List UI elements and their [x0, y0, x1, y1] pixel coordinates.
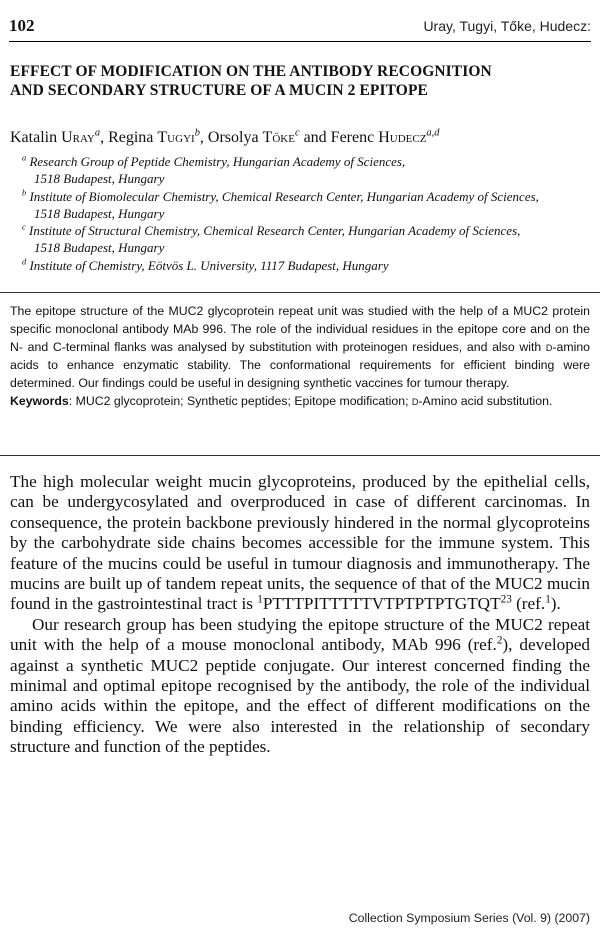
body-paragraph-1: The high molecular weight mucin glycoproteins, produced by the epithelial cells, can be undergycosylated and overproduced in case of different carcinomas. In consequence, the protein backbone previously hindered in the normal glycoproteins by the carbohydrate side chains becomes accessible for the immune system. This feature of the mucins could be useful in tumour diagnosis and immunotherapy. The mucins are built up of tandem repeat units, the sequence of that of the MUC2 mucin found in the gastrointestinal tract is $^1$PTTTPITTTTTVTPTPTPTGTQT$^{23}$ (ref.$^1$).	[10, 472, 590, 614]
body-text	[10, 472, 590, 758]
abstract	[10, 303, 590, 410]
author-list	[10, 128, 590, 148]
keywords: Keywords: MUC2 glycoprotein; Synthetic peptides; Epitope modification; d-Amino acid substitution.	[10, 393, 553, 408]
page-number: 102	[9, 16, 35, 35]
body-paragraph-2: Our research group has been studying the epitope structure of the MUC2 repeat unit with the help of a mouse monoclonal antibody, MAb 996 (ref.$^2$), developed against a synthetic MUC2 peptide conjugate. Our interest concerned finding the minimal and optimal epitope recognised by the antibody, the role of the individual amino acids within the epitope, and the effect of different modifications on the binding efficiency. We were also interested in the relationship of secondary structure and function of the peptides.	[10, 614, 591, 757]
title-line-2: AND SECONDARY STRUCTURE OF A MUCIN 2 EPITOPE	[10, 82, 428, 99]
mucin-sequence: PTTTPITTTTTVTPTPTPTGTQT	[262, 594, 501, 614]
title-line-1: EFFECT OF MODIFICATION ON THE ANTIBODY RECOGNITION	[10, 63, 492, 80]
running-head: Uray, Tugyi, Tőke, Hudecz:	[423, 18, 591, 34]
abstract-text: The epitope structure of the MUC2 glycoprotein repeat unit was studied with the help of a MUC2 protein specific monoclonal antibody MAb 996. The role of the individual residues in the epitope core and on the N- and C-terminal flanks was analysed by substitution with proteinogen residues, and also with d-amino acids to enhance enzymatic stability. The conformational requirements for efficient binding were determined. Our findings could be useful in designing synthetic vaccines for tumour therapy.	[10, 304, 590, 390]
page-footer: Collection Symposium Series (Vol. 9) (2007)	[348, 911, 590, 925]
abstract-top-rule	[0, 292, 600, 293]
abstract-bottom-rule	[0, 455, 600, 456]
page-header	[9, 13, 591, 42]
author: Ferenc Hudecz$^{a,d}$	[330, 127, 440, 146]
author: Orsolya Tőke$^c$ and	[207, 127, 331, 146]
affiliation: $^d$ Institute of Chemistry, Eötvös L. University, 1117 Budapest, Hungary	[22, 256, 389, 273]
keywords-label: Keywords	[10, 393, 69, 408]
article-title	[10, 62, 570, 100]
author: Katalin Uray$^a$,	[10, 127, 109, 146]
affiliation: $^b$ Institute of Biomolecular Chemistry, Chemical Research Center, Hungarian Academy of Sciences, 1518 Budapest, Hungary	[22, 187, 539, 221]
affiliation: $^a$ Research Group of Peptide Chemistry, Hungarian Academy of Sciences, 1518 Budapest, Hungary	[22, 152, 406, 187]
affiliation: $^c$ Institute of Structural Chemistry, Chemical Research Center, Hungarian Academy of Sciences, 1518 Budapest, Hungary	[22, 221, 521, 256]
author: Regina Tugyi$^b$,	[108, 127, 208, 146]
affiliation-list	[22, 153, 592, 274]
